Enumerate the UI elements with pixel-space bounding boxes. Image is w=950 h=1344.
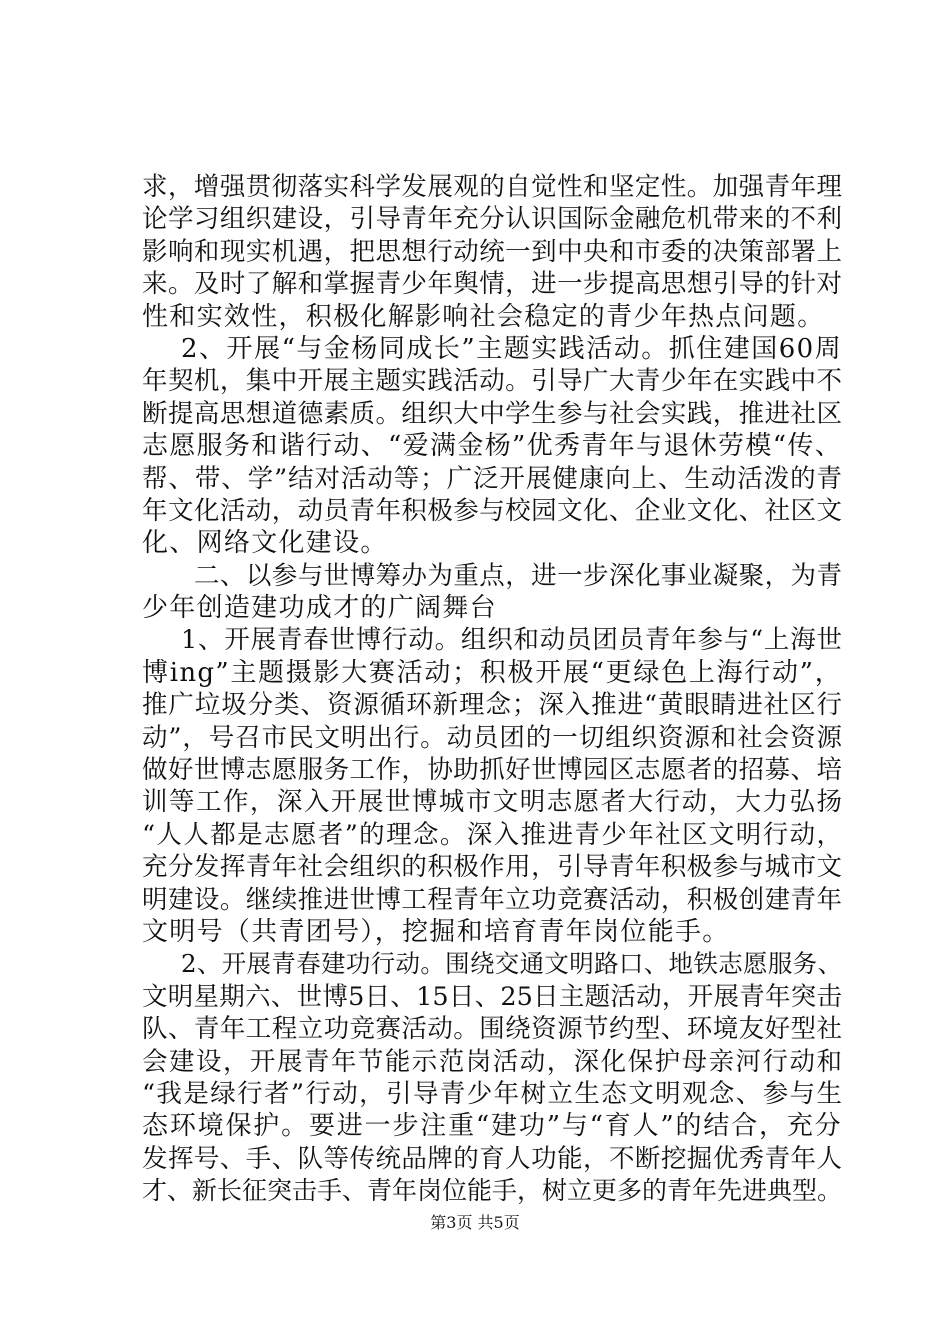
- body-text-line: 充分发挥青年社会组织的积极作用，引导青年积极参与城市文: [142, 852, 842, 883]
- body-text-line: 训等工作，深入开展世博城市文明志愿者大行动，大力弘扬: [142, 787, 842, 818]
- body-text-line: 性和实效性，积极化解影响社会稳定的青少年热点问题。: [142, 301, 825, 332]
- body-text-line: 年契机，集中开展主题实践活动。引导广大青少年在实践中不: [142, 366, 842, 397]
- body-text-line: 文明星期六、世博5日、15日、25日主题活动，开展青年突击: [142, 981, 842, 1012]
- body-text-line: 动”，号召市民文明出行。动员团的一切组织资源和社会资源: [142, 722, 842, 753]
- paragraph-first-line: 2、开展“与金杨同成长”主题实践活动。抓住建国60周: [181, 333, 842, 364]
- body-text-line: 求，增强贯彻落实科学发展观的自觉性和坚定性。加强青年理: [142, 172, 842, 202]
- body-text-line: 帮、带、学”结对活动等；广泛开展健康向上、生动活泼的青: [142, 463, 842, 494]
- body-text-line: 影响和现实机遇，把思想行动统一到中央和市委的决策部署上: [142, 236, 842, 267]
- body-text-line: 化、网络文化建设。: [142, 528, 388, 559]
- body-text-line: “人人都是志愿者”的理念。深入推进青少年社区文明行动，: [142, 819, 842, 850]
- body-text-line: 才、新长征突击手、青年岗位能手，树立更多的青年先进典型。: [142, 1176, 843, 1206]
- body-text-line: 论学习组织建设，引导青年充分认识国际金融危机带来的不利: [142, 204, 842, 235]
- paragraph-first-line: 2、开展青春建功行动。围绕交通文明路口、地铁志愿服务、: [181, 949, 842, 979]
- document-body: [142, 171, 842, 1208]
- page-number-label: 第3页 共5页: [430, 1213, 520, 1232]
- page-footer: [0, 1213, 950, 1233]
- body-text-line: 年文化活动，动员青年积极参与校园文化、企业文化、社区文: [142, 495, 842, 526]
- body-text-line: 推广垃圾分类、资源循环新理念；深入推进“黄眼睛进社区行: [142, 690, 842, 721]
- body-text-line: 态环境保护。要进一步注重“建功”与“育人”的结合，充分: [142, 1111, 842, 1142]
- body-text-line: 明建设。继续推进世博工程青年立功竞赛活动，积极创建青年: [142, 884, 842, 915]
- body-text-line: 队、青年工程立功竞赛活动。围绕资源节约型、环境友好型社: [142, 1014, 842, 1045]
- body-text-line: 做好世博志愿服务工作，协助抓好世博园区志愿者的招募、培: [142, 755, 842, 786]
- body-text-line: 文明号（共青团号），挖掘和培育青年岗位能手。: [142, 916, 730, 947]
- paragraph-first-line: 1、开展青春世博行动。组织和动员团员青年参与“上海世: [181, 625, 842, 656]
- section-heading-line: 少年创造建功成才的广阔舞台: [142, 593, 497, 624]
- body-text-line: 志愿服务和谐行动、“爱满金杨”优秀青年与退休劳模“传、: [142, 431, 842, 462]
- body-text-line: “我是绿行者”行动，引导青少年树立生态文明观念、参与生: [142, 1078, 842, 1109]
- section-heading-line: 二、以参与世博筹办为重点，进一步深化事业凝聚，为青: [194, 560, 842, 591]
- body-text-line: 发挥号、手、队等传统品牌的育人功能，不断挖掘优秀青年人: [142, 1143, 842, 1174]
- body-text-line: 断提高思想道德素质。组织大中学生参与社会实践，推进社区: [142, 398, 842, 429]
- body-text-line: 会建设，开展青年节能示范岗活动，深化保护母亲河行动和: [142, 1046, 842, 1077]
- body-text-line: 博ing”主题摄影大赛活动；积极开展“更绿色上海行动”，: [142, 657, 842, 688]
- body-text-line: 来。及时了解和掌握青少年舆情，进一步提高思想引导的针对: [142, 269, 842, 300]
